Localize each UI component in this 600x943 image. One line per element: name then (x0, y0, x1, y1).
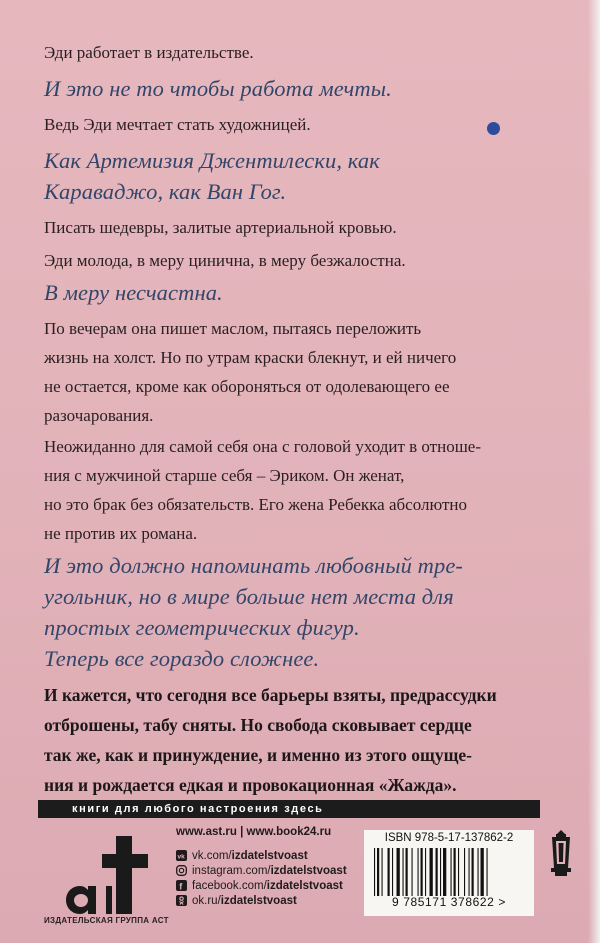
text-line: разочарования. (44, 406, 154, 425)
contact-links (176, 826, 347, 908)
barcode-icon (374, 848, 524, 896)
instagram-icon (176, 865, 187, 876)
social-handle: izdatelstvoast (270, 864, 347, 877)
barcode-number: 9 785171 378622 > (392, 895, 506, 909)
text-line: По вечерам она пишет маслом, пытаясь переложить (44, 319, 422, 338)
social-handle: izdatelstvoast (231, 849, 308, 862)
italic-line: Как Артемизия Джентилески, как (44, 148, 380, 173)
ok-icon (176, 895, 187, 906)
slogan-bar: книги для любого настроения здесь (38, 800, 540, 818)
bold-line: И кажется, что сегодня все барьеры взяты, предрассудки (44, 685, 497, 705)
italic-line: И это не то чтобы работа мечты. (44, 76, 392, 101)
text-line: но это брак без обязательств. Его жена Ребекка абсолютно (44, 495, 467, 514)
facebook-icon (176, 880, 187, 891)
social-instagram[interactable] (176, 863, 347, 878)
italic-line: Караваджо, как Ван Гог. (44, 179, 287, 204)
vk-icon (176, 850, 187, 861)
text-line: Эди молода, в меру цинична, в меру безжалостна. (44, 251, 406, 270)
italic-line: простых геометрических фигур. (44, 615, 360, 640)
text-line: не против их романа. (44, 524, 198, 543)
text-line: Писать шедевры, залитые артериальной кровью. (44, 218, 397, 237)
text-line: Неожиданно для самой себя она с головой уходит в отноше- (44, 437, 482, 456)
text-line: жизнь на холст. Но по утрам краски блекнут, и ей ничего (44, 348, 457, 367)
social-vk[interactable] (176, 848, 347, 863)
social-prefix: ok.ru/ (192, 894, 221, 907)
social-prefix: facebook.com/ (192, 879, 267, 892)
social-prefix: vk.com/ (192, 849, 232, 862)
cover-edge (588, 0, 600, 943)
text-line: Ведь Эди мечтает стать художницей. (44, 115, 311, 134)
text-line: ния с мужчиной старше себя – Эриком. Он женат, (44, 466, 405, 485)
italic-line: В меру несчастна. (44, 280, 223, 305)
bold-line: отброшены, табу сняты. Но свобода сковывает сердце (44, 715, 472, 735)
italic-line: Теперь все гораздо сложнее. (44, 646, 320, 671)
italic-line: И это должно напоминать любовный тре- (44, 553, 464, 578)
social-ok[interactable] (176, 893, 347, 908)
social-handle: izdatelstvoast (266, 879, 343, 892)
ast-logo (50, 828, 170, 918)
social-facebook[interactable] (176, 878, 347, 893)
bold-line: так же, как и принуждение, и именно из этого ощуще- (44, 745, 472, 765)
social-prefix: instagram.com/ (192, 864, 271, 877)
isbn-text: ISBN 978-5-17-137862-2 (384, 832, 514, 844)
lantern-logo-icon (546, 828, 576, 878)
website-links[interactable]: www.ast.ru | www.book24.ru (176, 826, 332, 838)
svg-text:f: f (179, 881, 183, 891)
svg-text:vk: vk (177, 853, 185, 861)
text-line: не остается, кроме как обороняться от одолевающего ее (44, 377, 450, 396)
text-line: Эди работает в издательстве. (44, 43, 254, 62)
social-handle: izdatelstvoast (220, 894, 297, 907)
publisher-label: ИЗДАТЕЛЬСКАЯ ГРУППА АСТ (44, 916, 169, 925)
bold-line: ния и рождается едкая и провокационная «Жажда». (44, 775, 457, 795)
barcode-panel (364, 830, 534, 916)
italic-line: угольник, но в мире больше нет места для (44, 584, 454, 609)
annotation-text (44, 38, 564, 800)
